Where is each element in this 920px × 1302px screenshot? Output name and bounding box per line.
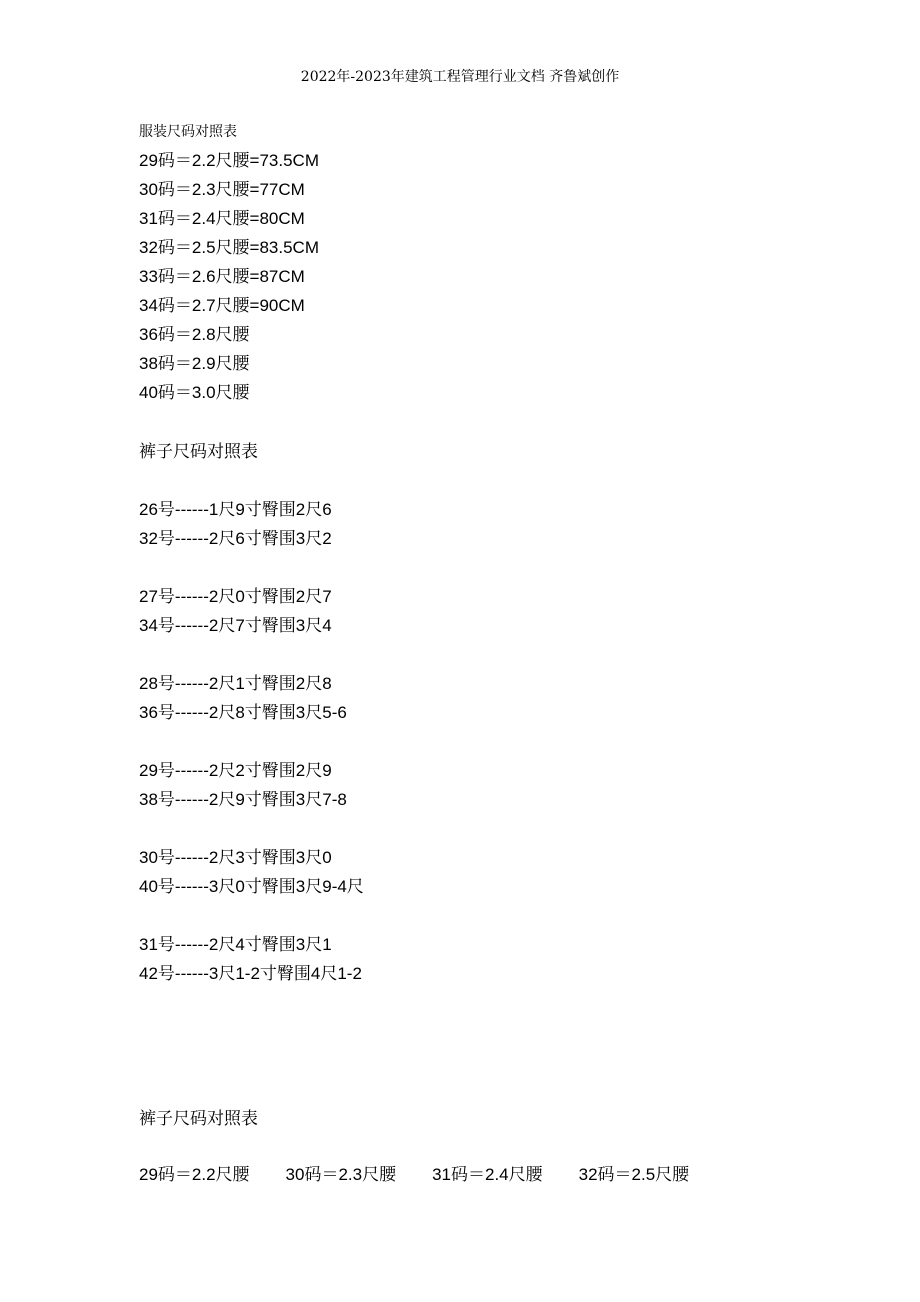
list-item: 31码＝2.4尺腰 — [432, 1165, 543, 1184]
list-item: 42号------3尺1-2寸臀围4尺1-2 — [139, 964, 362, 983]
spacer — [139, 814, 364, 843]
spacer — [139, 901, 364, 930]
list-item: 40码＝3.0尺腰 — [139, 383, 250, 402]
section-title-pants-size-2: 裤子尺码对照表 — [139, 1109, 258, 1129]
spacer — [139, 727, 364, 756]
pants-size-list — [139, 495, 364, 988]
list-item: 32码＝2.5尺腰=83.5CM — [139, 238, 319, 257]
section-title-pants-size: 裤子尺码对照表 — [139, 442, 258, 462]
spacer — [139, 640, 364, 669]
list-item: 29码＝2.2尺腰 — [139, 1165, 250, 1184]
list-item: 33码＝2.6尺腰=87CM — [139, 267, 305, 286]
list-item: 34码＝2.7尺腰=90CM — [139, 296, 305, 315]
list-item: 30码＝2.3尺腰=77CM — [139, 180, 305, 199]
list-item: 31码＝2.4尺腰=80CM — [139, 209, 305, 228]
list-item: 31号------2尺4寸臀围3尺1 — [139, 935, 332, 954]
list-item: 38码＝2.9尺腰 — [139, 354, 250, 373]
list-item: 32码＝2.5尺腰 — [578, 1165, 690, 1184]
list-item: 29码＝2.2尺腰=73.5CM — [139, 151, 319, 170]
list-item: 36码＝2.8尺腰 — [139, 325, 250, 344]
list-item: 40号------3尺0寸臀围3尺9-4尺 — [139, 877, 364, 896]
list-item: 34号------2尺7寸臀围3尺4 — [139, 616, 332, 635]
list-item: 30号------2尺3寸臀围3尺0 — [139, 848, 332, 867]
waist-size-row — [139, 1160, 689, 1189]
list-item: 38号------2尺9寸臀围3尺7-8 — [139, 790, 347, 809]
list-item: 26号------1尺9寸臀围2尺6 — [139, 500, 332, 519]
list-item: 28号------2尺1寸臀围2尺8 — [139, 674, 332, 693]
clothing-size-list — [139, 146, 319, 407]
list-item: 32号------2尺6寸臀围3尺2 — [139, 529, 332, 548]
page-header: 2022年-2023年建筑工程管理行业文档 齐鲁斌创作 — [300, 69, 620, 85]
list-item: 29号------2尺2寸臀围2尺9 — [139, 761, 332, 780]
list-item: 36号------2尺8寸臀围3尺5-6 — [139, 703, 347, 722]
spacer — [139, 553, 364, 582]
section-title-clothing-size: 服装尺码对照表 — [139, 124, 237, 140]
list-item: 30码＝2.3尺腰 — [285, 1165, 397, 1184]
list-item: 27号------2尺0寸臀围2尺7 — [139, 587, 332, 606]
